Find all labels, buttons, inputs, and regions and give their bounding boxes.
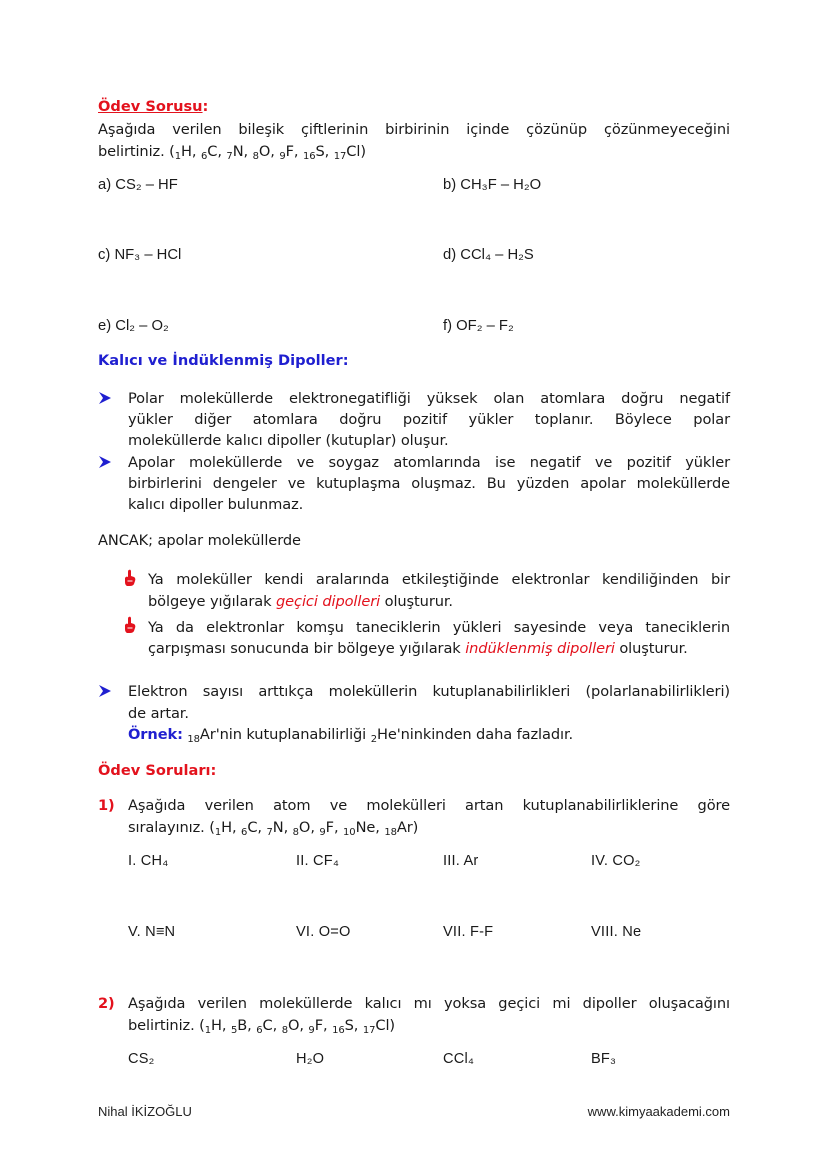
element-symbol: C (247, 819, 258, 836)
atomic-number: 9 (319, 827, 326, 838)
question-1-line2: sıralayınız. ($_1H$, $_6$C, $_7$N, $_8$O, $_9$F, $_{10}$Ne, $_{18}$Ar) (128, 819, 419, 838)
element-symbol: N (272, 819, 284, 836)
q2-molecule-2: H₂O (296, 1051, 325, 1067)
arrow-bullet-icon (98, 391, 112, 405)
pair-a: a) CS₂ – HF (98, 177, 178, 193)
atomic-number: 5 (230, 1025, 238, 1036)
pointing-hand-icon (123, 569, 137, 587)
arrow-bullet-icon (98, 455, 112, 469)
atomic-number: 6 (241, 827, 248, 838)
atomic-number: 16 (302, 151, 316, 162)
atomic-number: 17 (333, 151, 347, 162)
element-symbol: F (314, 1017, 323, 1034)
atomic-number: 8 (281, 1025, 288, 1036)
atom-list: $_1$H, $_6$C, $_7$N, $_8$O, $_9$F, $_{10}$Ne, $_{18}$Ar (214, 819, 413, 838)
element-symbol: O (258, 143, 271, 160)
q1-option-6: VI. O=O (296, 924, 351, 940)
question-1-line1: Aşağıda verilen atom ve molekülleri artan kutuplanabilirliklerine göre (128, 797, 730, 814)
atom-list: $_1$H, $_6$C, $_7$N, $_8$O, $_9$F, $_{16}$S, $_{17}$Cl (174, 143, 361, 162)
question-1-number: 1) (98, 797, 115, 814)
bullet3-line1: Elektron sayısı arttıkça moleküllerin kutuplanabilirlikleri (polarlanabilirlikleri) (128, 683, 730, 700)
atomic-number: 1 (174, 151, 182, 162)
atomic-number: 1 (214, 827, 222, 838)
element-symbol: C (207, 143, 218, 160)
element-symbol: F (285, 143, 294, 160)
atomic-number: 7 (226, 151, 233, 162)
hand-item1-line1: Ya moleküller kendi aralarında etkileştiğinde elektronlar kendiliğinden bir (148, 571, 730, 588)
q1-option-7: VII. F-F (443, 924, 494, 940)
element-symbol: C (262, 1017, 273, 1034)
pointing-hand-icon (123, 616, 137, 634)
question-2-line2: belirtiniz. ($_1H$, $_5$B, $_6$C, $_8$O, $_9$F, $_{16}$S, $_{17}$Cl) (128, 1017, 396, 1036)
atomic-number: 17 (362, 1025, 376, 1036)
element-symbol: N (232, 143, 244, 160)
example-line: Örnek: $_{18}$Ar'nin kutuplanabilirliği $_2$He'ninkinden daha fazladır. (128, 726, 574, 745)
bullet1-line2: yükler diğer atomlara doğru pozitif yükler toplanır. Böylece polar (128, 411, 730, 428)
atomic-number: 8 (252, 151, 259, 162)
q1-option-1: I. CH₄ (128, 853, 169, 869)
induced-dipoles-term: indüklenmiş dipolleri (465, 640, 615, 657)
element-symbol: H (221, 819, 232, 836)
atomic-number: 10 (343, 827, 356, 838)
homework-title: Ödev Sorusu: (98, 98, 209, 115)
atomic-number: 18 (384, 827, 397, 838)
element-symbol: Ar (396, 819, 413, 836)
atomic-number: 8 (292, 827, 299, 838)
element-symbol: Cl (375, 1017, 390, 1034)
element-symbol: O (298, 819, 311, 836)
q2-molecule-4: BF₃ (591, 1051, 617, 1067)
element-symbol: H (211, 1017, 222, 1034)
bullet1-line1: Polar moleküllerde elektronegatifliği yüksek olan atomlara doğru negatif (128, 390, 730, 407)
homework-question-line1: Aşağıda verilen bileşik çiftlerinin birbirinin içinde çözünüp çözünmeyeceğini (98, 121, 730, 138)
pair-d: d) CCl₄ – H₂S (443, 247, 534, 263)
atomic-number: 16 (332, 1025, 345, 1036)
q1-option-2: II. CF₄ (296, 853, 340, 869)
bullet2-line3: kalıcı dipoller bulunmaz. (128, 496, 304, 513)
question-2-line1: Aşağıda verilen moleküllerde kalıcı mı yoksa geçici mi dipoller oluşacağını (128, 995, 730, 1012)
homework-question-line2: belirtiniz. ($_1H$, $_6$C, $_7$N, $_8$O, $_9$F, $_{16}$S, $_{17}$Cl) (98, 143, 366, 162)
q2-molecule-3: CCl₄ (443, 1051, 475, 1067)
element-symbol: F (325, 819, 334, 836)
atomic-number: 9 (279, 151, 286, 162)
pair-c: c) NF₃ – HCl (98, 247, 182, 263)
q1-option-5: V. N≡N (128, 924, 176, 940)
q1-option-4: IV. CO₂ (591, 853, 641, 869)
atomic-number: 7 (266, 827, 273, 838)
example-label: Örnek: (128, 726, 183, 743)
element-symbol: Ne (355, 819, 376, 836)
element-symbol: O (287, 1017, 300, 1034)
element-symbol: S (315, 143, 325, 160)
q1-option-3: III. Ar (443, 853, 479, 869)
element-symbol: B (237, 1017, 248, 1034)
atom-list: $_1$H, $_5$B, $_6$C, $_8$O, $_9$F, $_{16}$S, $_{17}$Cl (204, 1017, 390, 1036)
pair-f: f) OF₂ – F₂ (443, 318, 514, 334)
section-title: Kalıcı ve İndüklenmiş Dipoller: (98, 352, 349, 369)
q1-option-8: VIII. Ne (591, 924, 642, 940)
atomic-number: 1 (204, 1025, 212, 1036)
footer-website: www.kimyaakademi.com (587, 1104, 730, 1119)
q2-molecule-1: CS₂ (128, 1051, 155, 1067)
pair-b: b) CH₃F – H₂O (443, 177, 542, 193)
atomic-number: 9 (308, 1025, 315, 1036)
hand-item2-line1: Ya da elektronlar komşu taneciklerin yükleri sayesinde veya taneciklerin (148, 619, 730, 636)
atomic-number: 6 (256, 1025, 263, 1036)
hand-item1-line2: bölgeye yığılarak geçici dipolleri oluşturur. (148, 593, 453, 610)
ancak-text: ANCAK; apolar moleküllerde (98, 532, 301, 549)
bullet1-line3: moleküllerde kalıcı dipoller (kutuplar) oluşur. (128, 432, 449, 449)
atomic-number: 6 (200, 151, 208, 162)
bullet2-line2: birbirlerini dengeler ve kutuplaşma oluşmaz. Bu yüzden apolar moleküllerde (128, 475, 730, 492)
question-2-number: 2) (98, 995, 115, 1012)
arrow-bullet-icon (98, 684, 112, 698)
bullet2-line1: Apolar moleküllerde ve soygaz atomlarında ise negatif ve pozitif yükler (128, 454, 730, 471)
footer-author: Nihal İKİZOĞLU (98, 1104, 192, 1119)
bullet3-line2: de artar. (128, 705, 189, 722)
pair-e: e) Cl₂ – O₂ (98, 318, 169, 334)
temporary-dipoles-term: geçici dipolleri (275, 593, 381, 610)
element-symbol: S (344, 1017, 354, 1034)
element-symbol: H (181, 143, 192, 160)
hand-item2-line2: çarpışması sonucunda bir bölgeye yığılarak indüklenmiş dipolleri oluşturur. (148, 640, 688, 657)
element-symbol: Cl (346, 143, 361, 160)
homework-questions-title: Ödev Soruları: (98, 762, 217, 779)
